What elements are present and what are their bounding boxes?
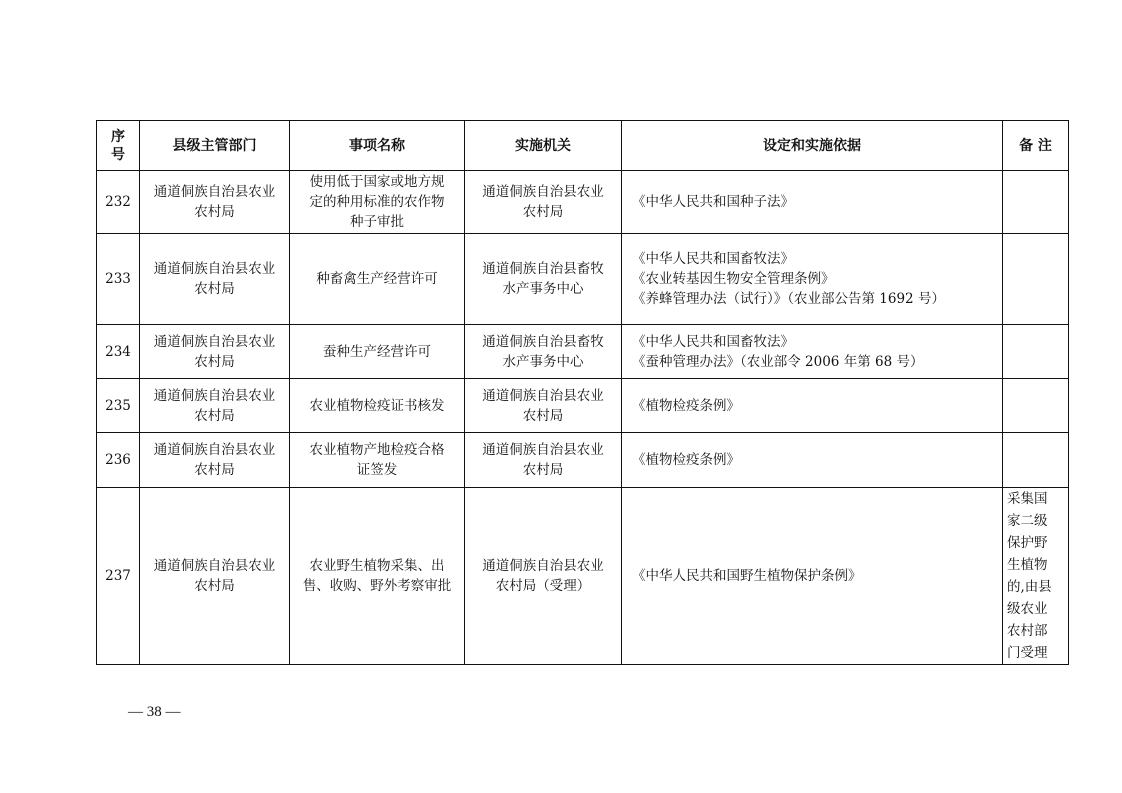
table-row <box>97 325 1069 379</box>
header-item: 事项名称 <box>290 121 465 171</box>
table-row <box>97 433 1069 488</box>
row-seq: 236 <box>97 433 140 488</box>
row-dept: 通道侗族自治县农业 农村局 <box>140 171 290 234</box>
row-seq: 234 <box>97 325 140 379</box>
header-basis: 设定和实施依据 <box>622 121 1003 171</box>
row-basis: 《植物检疫条例》 <box>622 433 1003 488</box>
row-basis: 《中华人民共和国畜牧法》 《蚕种管理办法》（农业部令 2006 年第 68 号） <box>622 325 1003 379</box>
row-item: 蚕种生产经营许可 <box>290 325 465 379</box>
row-note <box>1003 433 1069 488</box>
row-note <box>1003 325 1069 379</box>
header-agency: 实施机关 <box>465 121 622 171</box>
row-note <box>1003 234 1069 325</box>
row-item: 农业植物产地检疫合格 证签发 <box>290 433 465 488</box>
header-note: 备 注 <box>1003 121 1069 171</box>
row-note: 采集国 家二级 保护野 生植物 的,由县 级农业 农村部 门受理 <box>1003 488 1069 665</box>
row-item: 使用低于国家或地方规 定的种用标准的农作物 种子审批 <box>290 171 465 234</box>
table-row <box>97 171 1069 234</box>
row-agency: 通道侗族自治县农业 农村局 <box>465 171 622 234</box>
table-row <box>97 379 1069 433</box>
row-dept: 通道侗族自治县农业 农村局 <box>140 379 290 433</box>
row-dept: 通道侗族自治县农业 农村局 <box>140 234 290 325</box>
row-agency: 通道侗族自治县农业 农村局 <box>465 379 622 433</box>
row-agency: 通道侗族自治县农业 农村局 <box>465 433 622 488</box>
row-note <box>1003 171 1069 234</box>
row-dept: 通道侗族自治县农业 农村局 <box>140 325 290 379</box>
header-row <box>97 121 1069 171</box>
row-basis: 《中华人民共和国畜牧法》 《农业转基因生物安全管理条例》 《养蜂管理办法（试行）》（农业部公告第 1692 号） <box>622 234 1003 325</box>
row-seq: 233 <box>97 234 140 325</box>
table-row <box>97 488 1069 665</box>
row-agency: 通道侗族自治县畜牧 水产事务中心 <box>465 325 622 379</box>
row-note <box>1003 379 1069 433</box>
row-seq: 232 <box>97 171 140 234</box>
row-basis: 《中华人民共和国种子法》 <box>622 171 1003 234</box>
permit-table <box>96 120 1069 665</box>
row-agency: 通道侗族自治县畜牧 水产事务中心 <box>465 234 622 325</box>
row-basis: 《植物检疫条例》 <box>622 379 1003 433</box>
header-seq: 序 号 <box>97 121 140 171</box>
row-seq: 237 <box>97 488 140 665</box>
table-row <box>97 234 1069 325</box>
row-item: 农业植物检疫证书核发 <box>290 379 465 433</box>
row-item: 种畜禽生产经营许可 <box>290 234 465 325</box>
row-seq: 235 <box>97 379 140 433</box>
row-dept: 通道侗族自治县农业 农村局 <box>140 488 290 665</box>
row-agency: 通道侗族自治县农业 农村局（受理） <box>465 488 622 665</box>
page-number: — 38 — <box>128 704 181 720</box>
header-dept: 县级主管部门 <box>140 121 290 171</box>
row-basis: 《中华人民共和国野生植物保护条例》 <box>622 488 1003 665</box>
row-dept: 通道侗族自治县农业 农村局 <box>140 433 290 488</box>
row-item: 农业野生植物采集、出 售、收购、野外考察审批 <box>290 488 465 665</box>
